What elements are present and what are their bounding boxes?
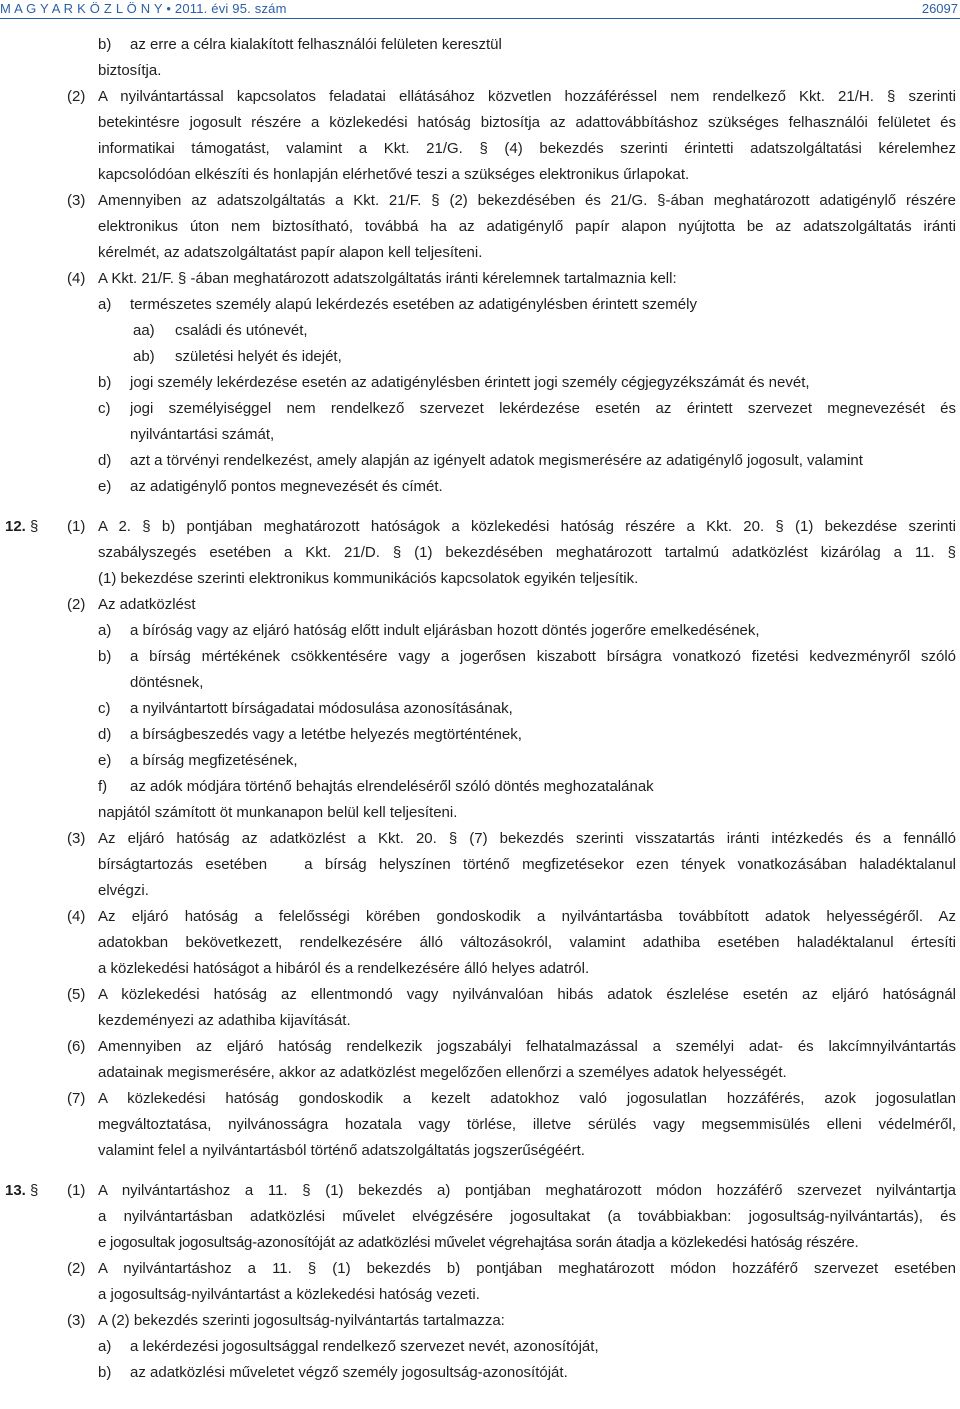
list-item: [0, 344, 960, 370]
paragraph-number: (3): [67, 830, 86, 847]
item-label: d): [98, 452, 112, 469]
header-rule: [0, 18, 960, 19]
paragraph-text: A (2) bekezdés szerinti jogosultság-nyilvántartás tartalmazza:: [98, 1312, 505, 1329]
list-item: [0, 696, 960, 722]
paragraph-text: szabályszegés esetében a Kkt. 21/D. § (1) bekezdésében meghatározott tartalmú adatközlést kizárólag a 11. §: [98, 544, 956, 561]
list-item: [0, 748, 960, 774]
item-text-cont: nyilvántartási számát,: [130, 426, 275, 443]
paragraph-line: [0, 982, 960, 1008]
paragraph-text: (1) bekezdése szerinti elektronikus kommunikációs kapcsolatok egyikén teljesítik.: [98, 570, 639, 587]
item-text: családi és utónevét,: [175, 322, 308, 339]
item-text-cont: biztosítja.: [98, 62, 162, 79]
list-item: [0, 396, 960, 422]
paragraph-line: [0, 214, 960, 240]
section-sign: §: [30, 518, 39, 535]
item-label: a): [98, 1338, 112, 1355]
item-label: b): [98, 1364, 112, 1381]
paragraph-line: [0, 540, 960, 566]
paragraph-number: (7): [67, 1090, 86, 1107]
paragraph-text: Az eljáró hatóság a felelősségi körében gondoskodik a nyilvántartásba továbbított adatok helyességéről. Az: [98, 908, 956, 925]
list-item: [0, 448, 960, 474]
list-item: [0, 722, 960, 748]
paragraph-text: A nyilvántartáshoz a 11. § (1) bekezdés b) pontjában meghatározott módon hozzáférő szervezet esetében: [98, 1260, 956, 1277]
item-text: a bírság mértékének csökkentésére vagy a jogerősen kiszabott bírságra vonatkozó fizetési kedvezményről szóló: [130, 648, 956, 665]
paragraph-line: [0, 878, 960, 904]
item-text: azt a törvényi rendelkezést, amely alapján az igényelt adatok megismerésére az adatigénylő jogosult, valamint: [130, 452, 863, 469]
item-label: ab): [133, 348, 155, 365]
paragraph-text: Amennyiben az adatszolgáltatás a Kkt. 21/F. § (2) bekezdésében és 21/G. §-ában meghatározott adatigénylő részére: [98, 192, 956, 209]
item-text: jogi személyiséggel nem rendelkező szervezet lekérdezése esetén az érintett szervezet megnevezését és: [130, 400, 956, 417]
paragraph-text: adatokban bekövetkezett, rendelkezésére álló változásokról, valamint adathiba esetében haladéktalanul értesíti: [98, 934, 956, 951]
section-number: 12.: [5, 518, 26, 535]
paragraph-number: (2): [67, 596, 86, 613]
item-label: b): [98, 374, 112, 391]
paragraph-line: [0, 84, 960, 110]
paragraph-line: [0, 592, 960, 618]
item-text: a bírságbeszedés vagy a letétbe helyezés megtörténtének,: [130, 726, 522, 743]
page-header: [0, 0, 960, 20]
paragraph-text: A 2. § b) pontjában meghatározott hatóságok a közlekedési hatóság részére a Kkt. 20. § (1) bekezdése szerinti: [98, 518, 956, 535]
paragraph-text: kérelmét, az adatszolgáltatást papír alapon kell teljesíteni.: [98, 244, 483, 261]
list-item-cont: [0, 422, 960, 448]
paragraph-text: kapcsolódóan elkészíti és honlapján elérhetővé teszi a szükséges elektronikus űrlapokat.: [98, 166, 690, 183]
paragraph-number: (6): [67, 1038, 86, 1055]
paragraph-text: A nyilvántartással kapcsolatos feladatai ellátásához közvetlen hozzáféréssel nem rendelkező Kkt. 21/H. § szerinti: [98, 88, 956, 105]
list-item: [0, 474, 960, 500]
paragraph-line: [0, 240, 960, 266]
paragraph-number: (1): [67, 518, 86, 535]
paragraph-text: a nyilvántartásban adatközlési művelet elvégzésére jogosultakat (a továbbiakban: jogosultság-nyilvántartás), és: [98, 1208, 956, 1225]
paragraph-text: megváltoztatása, nyilvánosságra hozatala vagy törlése, illetve sérülés vagy megsemmisülés elleni védelméről,: [98, 1116, 956, 1133]
item-text: a lekérdezési jogosultsággal rendelkező szervezet nevét, azonosítóját,: [130, 1338, 599, 1355]
item-label: e): [98, 752, 112, 769]
paragraph-line: [0, 266, 960, 292]
paragraph-text: bírságtartozás esetében a bírság helyszínen történő megfizetésekor ezen tények vonatkozásában haladéktalanul: [98, 856, 956, 873]
list-item: [0, 644, 960, 670]
paragraph-text: A közlekedési hatóság az ellentmondó vagy nyilvánvalóan hibás adatok észlelése esetén az eljáró hatóságnál: [98, 986, 956, 1003]
item-label: aa): [133, 322, 155, 339]
item-text: a bíróság vagy az eljáró hatóság előtt indult eljárásban hozott döntés jogerőre emelkedésének,: [130, 622, 760, 639]
list-item: [0, 292, 960, 318]
paragraph-text: adatainak megismerésére, akkor az adatközlést megelőzően ellenőrzi a személyes adatok helyességét.: [98, 1064, 787, 1081]
paragraph-text: Amennyiben az eljáró hatóság rendelkezik jogszabályi felhatalmazással a személyi adat- és lakcímnyilvántartás: [98, 1038, 956, 1055]
paragraph-line: [0, 800, 960, 826]
document-body: [0, 32, 960, 1386]
list-item: [0, 32, 960, 58]
item-text-cont: döntésnek,: [130, 674, 204, 691]
paragraph-line: [0, 1086, 960, 1112]
paragraph-line: [0, 930, 960, 956]
paragraph-line: [0, 1112, 960, 1138]
item-label: d): [98, 726, 112, 743]
section-sign: §: [30, 1182, 39, 1199]
paragraph-text: kezdeményezi az adathiba kijavítását.: [98, 1012, 351, 1029]
list-item: [0, 318, 960, 344]
text-line: [0, 58, 960, 84]
paragraph-text: e jogosultak jogosultság-azonosítóját az adatközlési művelet végrehajtása során átadja a közlekedési hatóság részére.: [98, 1234, 859, 1251]
paragraph-line: [0, 1204, 960, 1230]
section-heading-line: [0, 1178, 960, 1204]
item-label: b): [98, 36, 112, 53]
paragraph-line: [0, 904, 960, 930]
paragraph-line: [0, 1034, 960, 1060]
item-label: e): [98, 478, 112, 495]
paragraph-number: (2): [67, 88, 86, 105]
item-label: c): [98, 700, 111, 717]
paragraph-text: napjától számított öt munkanapon belül kell teljesíteni.: [98, 804, 458, 821]
item-text: az adók módjára történő behajtás elrendeléséről szóló döntés meghozatalának: [130, 778, 654, 795]
paragraph-text: A Kkt. 21/F. § -ában meghatározott adatszolgáltatás iránti kérelemnek tartalmaznia kell:: [98, 270, 677, 287]
paragraph-line: [0, 1008, 960, 1034]
item-text: az erre a célra kialakított felhasználói felületen keresztül: [130, 36, 502, 53]
paragraph-text: elektronikus úton nem biztosítható, továbbá ha az adatigénylő papír alapon nyújtotta be az adatszolgáltatás iránti: [98, 218, 956, 235]
item-text: jogi személy lekérdezése esetén az adatigénylésben érintett jogi személy cégjegyzékszámát és nevét,: [130, 374, 810, 391]
list-item: [0, 774, 960, 800]
paragraph-number: (3): [67, 192, 86, 209]
item-text: a nyilvántartott bírságadatai módosulása azonosításának,: [130, 700, 513, 717]
paragraph-line: [0, 852, 960, 878]
item-text: az adatközlési műveletet végző személy jogosultság-azonosítóját.: [130, 1364, 568, 1381]
paragraph-text: informatikai támogatást, valamint a Kkt. 21/G. § (4) bekezdés szerinti érintetti adatszolgáltatási kérelemhez: [98, 140, 956, 157]
paragraph-line: [0, 826, 960, 852]
list-item: [0, 618, 960, 644]
item-text: az adatigénylő pontos megnevezését és címét.: [130, 478, 443, 495]
paragraph-text: A nyilvántartáshoz a 11. § (1) bekezdés a) pontjában meghatározott módon hozzáférő szervezet nyilvántartja: [98, 1182, 956, 1199]
paragraph-number: (1): [67, 1182, 86, 1199]
paragraph-line: [0, 1282, 960, 1308]
paragraph-line: [0, 1256, 960, 1282]
page-number: 26097: [921, 1, 958, 16]
paragraph-text: A közlekedési hatóság gondoskodik a kezelt adatokhoz való jogosulatlan hozzáférés, azok jogosulatlan: [98, 1090, 956, 1107]
paragraph-text: Az eljáró hatóság az adatközlést a Kkt. 20. § (7) bekezdés szerinti visszatartás iránti intézkedés és a fennálló: [98, 830, 956, 847]
item-label: a): [98, 296, 112, 313]
item-label: a): [98, 622, 112, 639]
paragraph-number: (4): [67, 908, 86, 925]
paragraph-number: (4): [67, 270, 86, 287]
paragraph-line: [0, 1230, 960, 1256]
paragraph-line: [0, 566, 960, 592]
list-item: [0, 1334, 960, 1360]
section-heading-line: [0, 514, 960, 540]
list-item: [0, 370, 960, 396]
paragraph-line: [0, 1308, 960, 1334]
paragraph-text: betekintésre jogosult részére a közlekedési hatóság biztosítja az adattovábbításhoz szükséges felhasználói felületet és: [98, 114, 956, 131]
paragraph-line: [0, 1138, 960, 1164]
list-item: [0, 1360, 960, 1386]
item-text: születési helyét és idejét,: [175, 348, 342, 365]
paragraph-number: (3): [67, 1312, 86, 1329]
paragraph-text: Az adatközlést: [98, 596, 196, 613]
paragraph-line: [0, 162, 960, 188]
paragraph-text: elvégzi.: [98, 882, 149, 899]
paragraph-number: (2): [67, 1260, 86, 1277]
paragraph-line: [0, 1060, 960, 1086]
paragraph-text: a közlekedési hatóságot a hibáról és a rendelkezésére álló helyes adatról.: [98, 960, 590, 977]
paragraph-line: [0, 110, 960, 136]
item-label: f): [98, 778, 108, 795]
paragraph-text: a jogosultság-nyilvántartást a közlekedési hatóság vezeti.: [98, 1286, 480, 1303]
item-label: c): [98, 400, 111, 417]
paragraph-line: [0, 136, 960, 162]
item-label: b): [98, 648, 112, 665]
paragraph-line: [0, 956, 960, 982]
journal-title: M A G Y A R K Ö Z L Ö N Y • 2011. évi 95. szám: [0, 1, 287, 16]
list-item-cont: [0, 670, 960, 696]
item-text: a bírság megfizetésének,: [130, 752, 298, 769]
paragraph-line: [0, 188, 960, 214]
paragraph-text: valamint felel a nyilvántartásból történő adatszolgáltatás jogszerűségéért.: [98, 1142, 585, 1159]
paragraph-number: (5): [67, 986, 86, 1003]
section-number: 13.: [5, 1182, 26, 1199]
item-text: természetes személy alapú lekérdezés esetében az adatigénylésben érintett személy: [130, 296, 697, 313]
